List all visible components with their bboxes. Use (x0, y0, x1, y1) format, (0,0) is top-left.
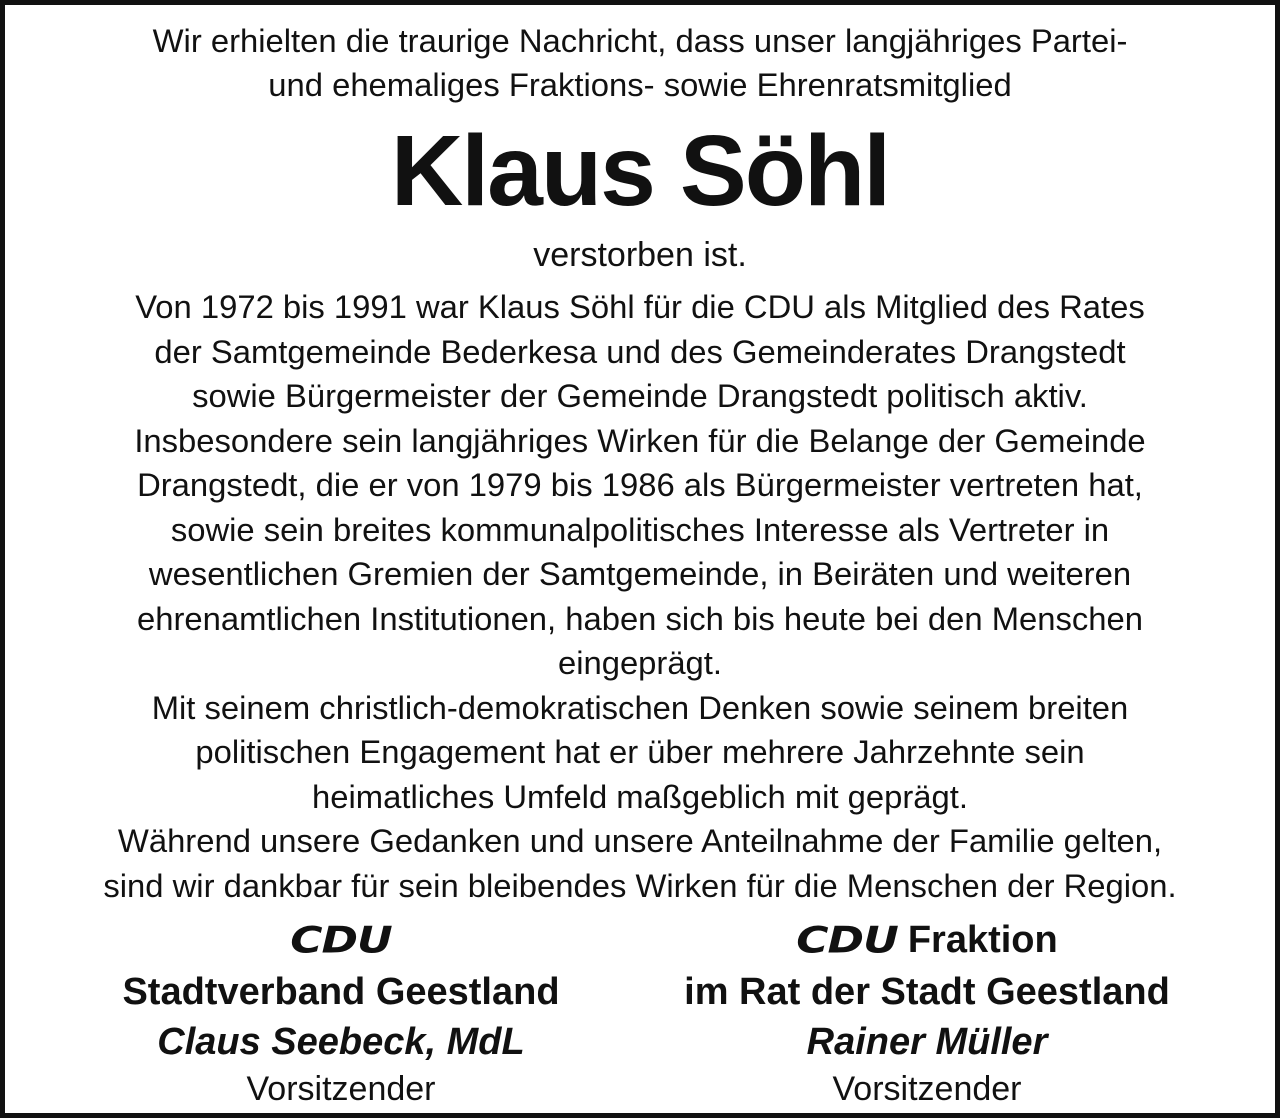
text-line: sowie Bürgermeister der Gemeinde Drangstedt politisch aktiv. (192, 377, 1088, 414)
text-line: politischen Engagement hat er über mehrere Jahrzehnte sein (195, 733, 1085, 770)
text-line: Während unsere Gedanken und unsere Anteilnahme der Familie gelten, (117, 822, 1163, 859)
text-line: eingeprägt. (557, 644, 723, 681)
cdu-logo: CDU (796, 919, 898, 961)
cdu-logo: CDU (290, 919, 392, 961)
text-line: Mit seinem christlich-demokratischen Denken sowie seinem breiten (151, 688, 1129, 726)
paragraph-condolence (5, 819, 1275, 908)
signatory-name: Rainer Müller (806, 1021, 1048, 1063)
intro-line: und ehemaliges Fraktions- sowie Ehrenratsmitglied (268, 66, 1012, 103)
intro-line: Wir erhielten die traurige Nachricht, dass unser langjähriges Partei- (152, 22, 1128, 59)
paragraph-career (5, 285, 1275, 419)
signatory-name: Claus Seebeck, MdL (157, 1021, 525, 1063)
signatory-role: Vorsitzender (246, 1070, 436, 1108)
paragraph-engagement (5, 686, 1275, 820)
text-line: Drangstedt, die er von 1979 bis 1986 als Bürgermeister vertreten hat, (137, 466, 1143, 503)
organization-name: im Rat der Stadt Geestland (684, 971, 1170, 1013)
paragraph-merits (5, 419, 1275, 686)
organization-name: Stadtverband Geestland (122, 971, 560, 1013)
signature-stadtverband (61, 913, 621, 1111)
signatory-role: Vorsitzender (832, 1070, 1022, 1108)
signature-fraktion (647, 913, 1207, 1111)
deceased-text: verstorben ist. (533, 236, 747, 274)
text-line: der Samtgemeinde Bederkesa und des Gemeinderates Drangstedt (154, 332, 1126, 370)
logo-suffix: Fraktion (907, 918, 1058, 961)
text-line: Insbesondere sein langjähriges Wirken für die Belange der Gemeinde (134, 421, 1146, 459)
cdu-logo-row (61, 913, 621, 967)
text-line: sind wir dankbar für sein bleibendes Wirken für die Menschen der Region. (103, 866, 1177, 904)
text-line: Von 1972 bis 1991 war Klaus Söhl für die CDU als Mitglied des Rates (135, 288, 1145, 325)
text-line: sowie sein breites kommunalpolitisches Interesse als Vertreter in (170, 510, 1110, 548)
text-line: heimatliches Umfeld maßgeblich mit geprägt. (312, 777, 968, 815)
deceased-name: Klaus Söhl (390, 115, 890, 227)
cdu-logo-row (647, 913, 1207, 967)
intro-text (5, 19, 1275, 107)
text-line: wesentlichen Gremien der Samtgemeinde, in Beiräten und weiteren (148, 555, 1132, 592)
text-line: ehrenamtlichen Institutionen, haben sich bis heute bei den Menschen (137, 599, 1143, 637)
obituary-body (5, 285, 1275, 908)
